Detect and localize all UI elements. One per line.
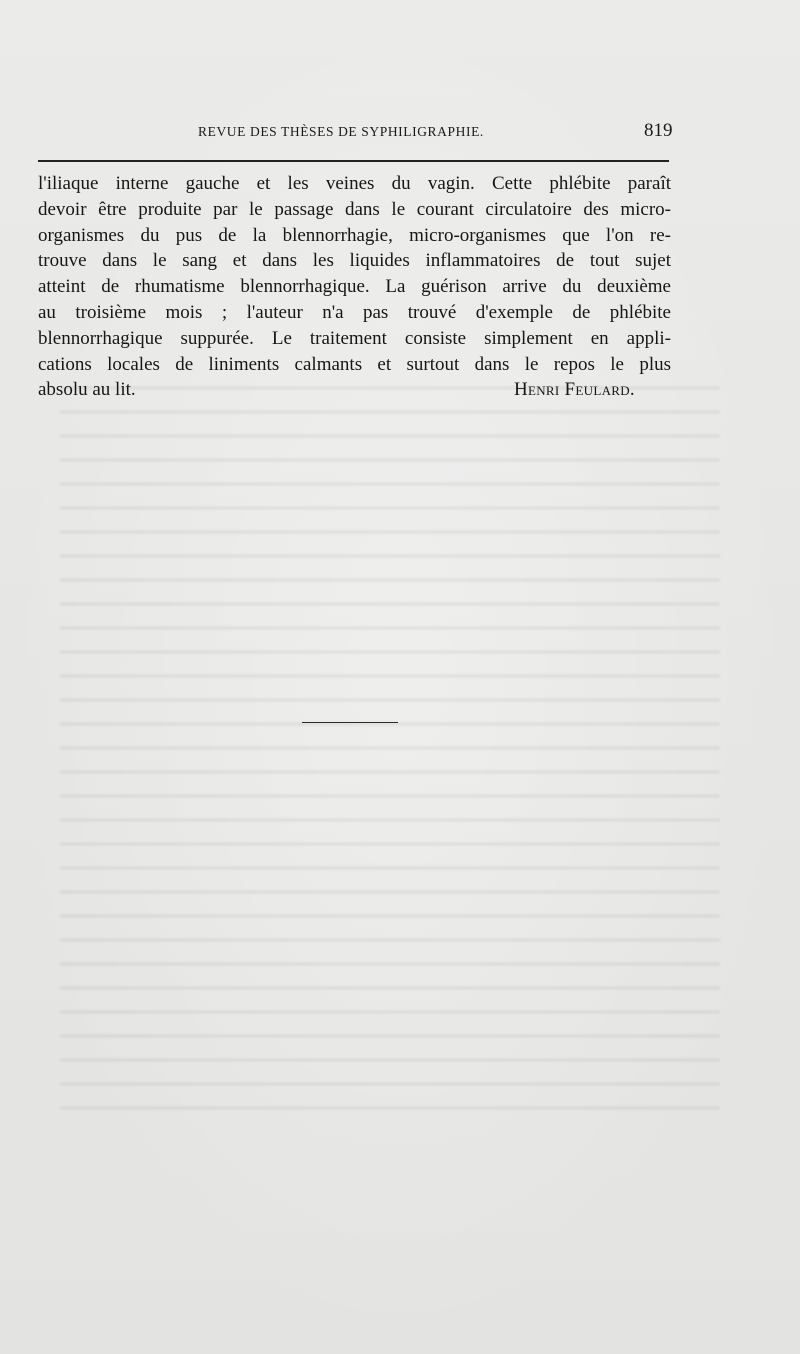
section-separator — [302, 722, 398, 723]
author-signature: Henri Feulard. — [513, 379, 635, 401]
text-line: l'iliaque interne gauche et les veines du vagin. Cette phlébite paraît — [38, 173, 671, 194]
last-line-text: absolu au lit. — [38, 379, 136, 401]
show-through-texture — [60, 370, 720, 1130]
text-line: organismes du pus de la blennorrhagie, micro-organismes que l'on re- — [38, 224, 671, 246]
running-header-title: REVUE DES THÈSES DE SYPHILIGRAPHIE. — [198, 124, 484, 139]
text-line-last — [38, 377, 671, 403]
body-paragraph — [38, 171, 671, 403]
text-line: trouve dans le sang et dans les liquides inflammatoires de tout sujet — [38, 250, 671, 272]
text-line: devoir être produite par le passage dans le courant circulatoire des micro- — [38, 198, 671, 220]
running-header — [0, 118, 800, 146]
text-line: au troisième mois ; l'auteur n'a pas trouvé d'exemple de phlébite — [38, 301, 671, 323]
text-line: blennorrhagique suppurée. Le traitement consiste simplement en appli- — [38, 327, 671, 349]
page-number: 819 — [644, 120, 673, 141]
header-rule — [38, 160, 669, 162]
text-line: cations locales de liniments calmants et surtout dans le repos le plus — [38, 353, 671, 375]
text-line: atteint de rhumatisme blennorrhagique. La guérison arrive du deuxième — [38, 276, 671, 298]
